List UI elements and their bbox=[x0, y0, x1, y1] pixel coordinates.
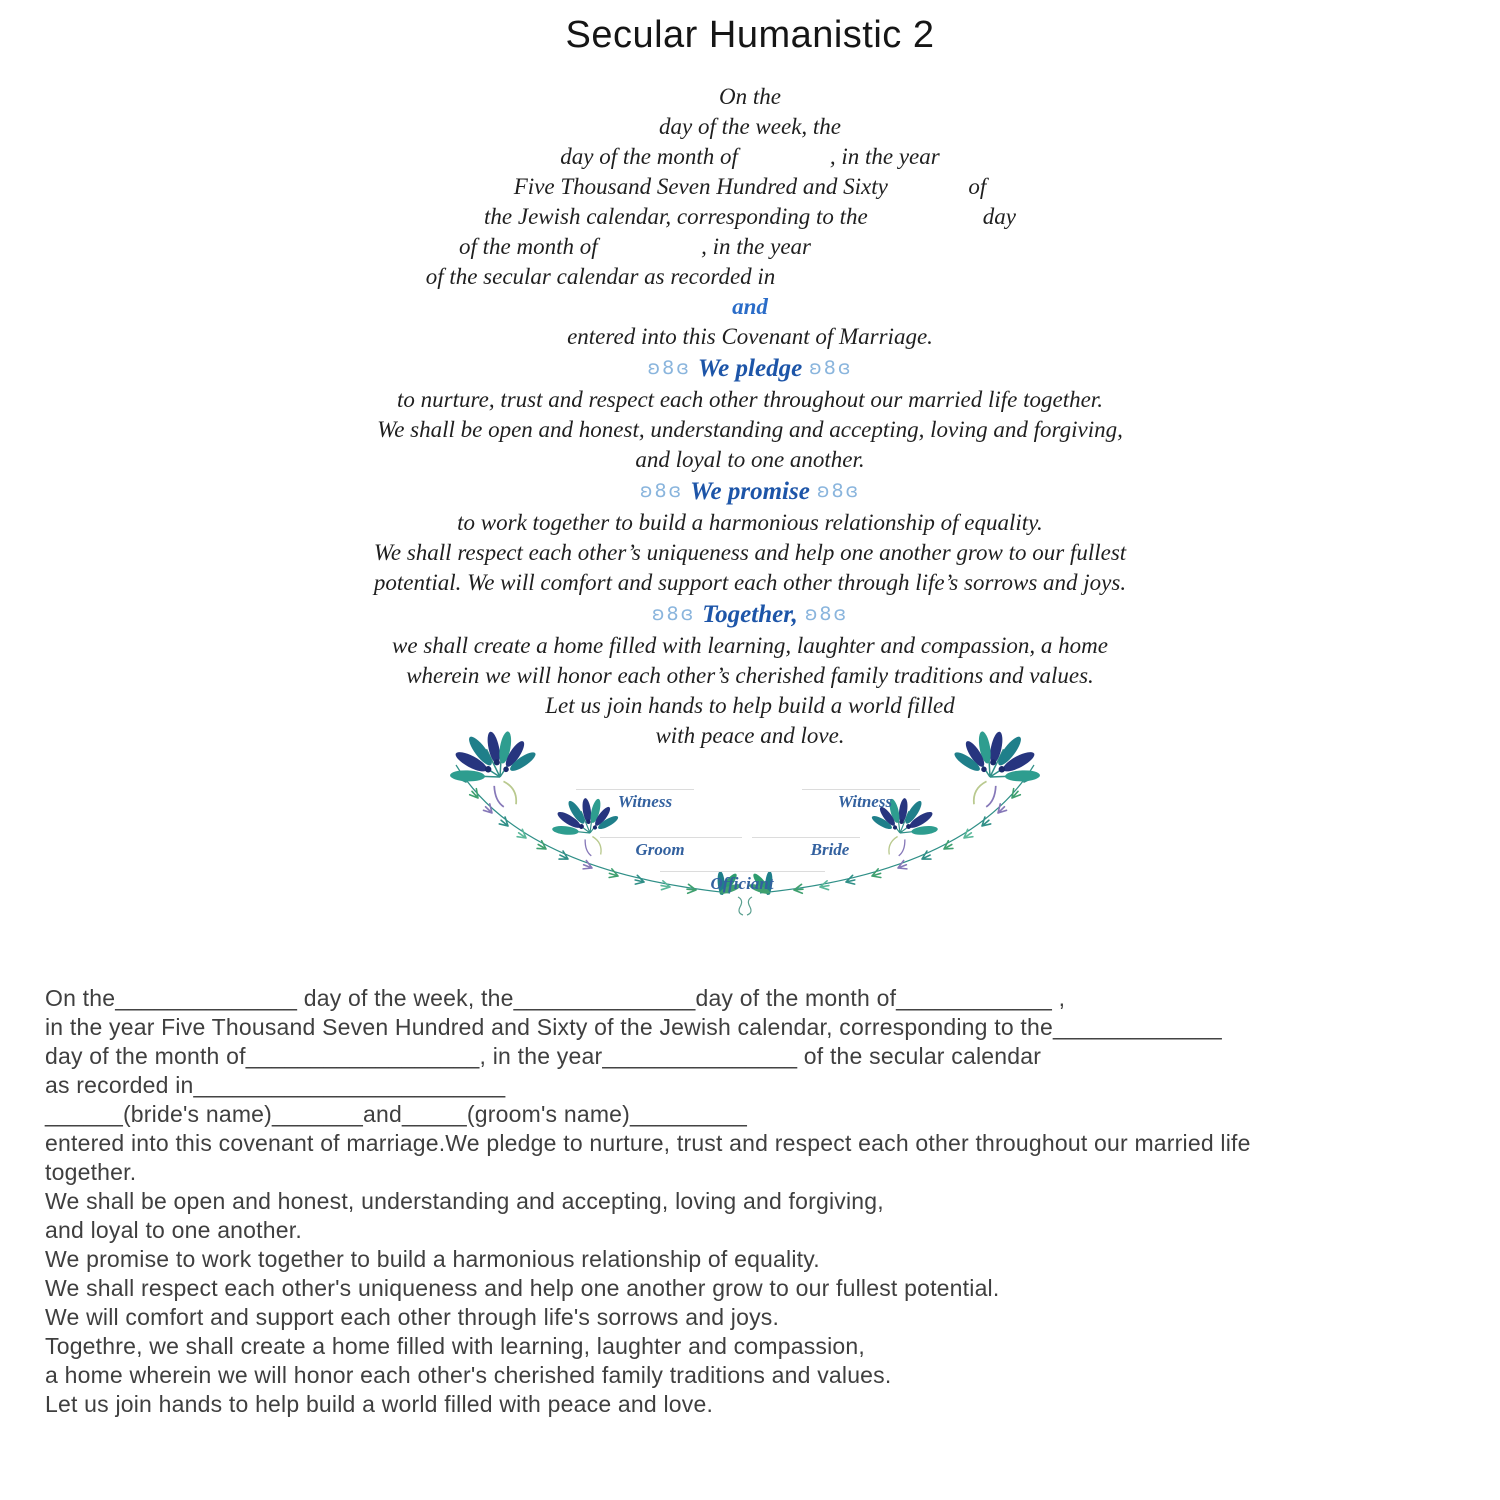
script-line: wherein we will honor each other’s cherished family traditions and values. bbox=[406, 663, 1094, 688]
pledge-heading bbox=[250, 352, 1250, 385]
script-line: to work together to build a harmonious relationship of equality. bbox=[457, 510, 1043, 535]
flourish-ornament-icon: ʚ8ɞ bbox=[639, 480, 684, 502]
plain-line: day of the month of__________________, in the year_______________ of the secular calendar bbox=[45, 1043, 1042, 1069]
plain-line: Let us join hands to help build a world filled with peace and love. bbox=[45, 1391, 714, 1417]
witness-left-label: Witness bbox=[617, 792, 673, 811]
script-line: We shall respect each other’s uniqueness and help one another grow to our fullest bbox=[373, 540, 1127, 565]
plain-line: entered into this covenant of marriage.We pledge to nurture, trust and respect each other throughout our married life bbox=[45, 1130, 1251, 1156]
groom-signature-line bbox=[600, 837, 742, 838]
script-line: of the secular calendar as recorded in bbox=[425, 264, 1075, 289]
officiant-signature-line bbox=[660, 871, 825, 872]
plain-line: We shall respect each other's uniqueness and help one another grow to our fullest potential. bbox=[45, 1275, 1000, 1301]
plain-line: in the year Five Thousand Seven Hundred and Sixty of the Jewish calendar, corresponding to the_____________ bbox=[45, 1014, 1222, 1040]
ceremonial-script-text bbox=[250, 82, 1250, 751]
script-line: day of the month of , in the year bbox=[560, 144, 940, 169]
page-title: Secular Humanistic 2 bbox=[565, 14, 935, 56]
plain-line: and loyal to one another. bbox=[45, 1217, 302, 1243]
bride-signature-line bbox=[752, 837, 860, 838]
script-line: Five Thousand Seven Hundred and Sixty of bbox=[513, 174, 987, 199]
script-line: to nurture, trust and respect each other throughout our married life together. bbox=[397, 387, 1103, 412]
plain-line: We will comfort and support each other through life's sorrows and joys. bbox=[45, 1304, 780, 1330]
together-heading-text: Together, bbox=[702, 601, 798, 628]
script-line: the Jewish calendar, corresponding to the day bbox=[484, 204, 1016, 229]
script-line: of the month of , in the year bbox=[459, 234, 1041, 259]
promise-heading bbox=[250, 475, 1250, 508]
plain-line: as recorded in________________________ bbox=[45, 1072, 506, 1098]
flourish-ornament-icon: ʚ8ɞ bbox=[804, 603, 849, 625]
flourish-ornament-icon: ʚ8ɞ bbox=[809, 357, 853, 379]
script-line: with peace and love. bbox=[655, 723, 845, 748]
flourish-ornament-icon: ʚ8ɞ bbox=[816, 480, 861, 502]
bride-label: Bride bbox=[810, 840, 850, 859]
script-line: Let us join hands to help build a world filled bbox=[545, 693, 955, 718]
covenant-line: entered into this Covenant of Marriage. bbox=[567, 324, 933, 349]
officiant-label: Officiant bbox=[710, 874, 774, 893]
plain-line: a home wherein we will honor each other's cherished family traditions and values. bbox=[45, 1362, 892, 1388]
plain-line: On the______________ day of the week, the______________day of the month of____________ , bbox=[45, 985, 1066, 1011]
plain-line: together. bbox=[45, 1159, 137, 1185]
script-line: potential. We will comfort and support each other through life’s sorrows and joys. bbox=[373, 570, 1127, 595]
flourish-ornament-icon: ʚ8ɞ bbox=[647, 357, 691, 379]
script-line: we shall create a home filled with learning, laughter and compassion, a home bbox=[392, 633, 1108, 658]
plain-fill-in-text bbox=[45, 984, 1475, 1419]
witness-left-signature-line bbox=[576, 789, 694, 790]
script-line: We shall be open and honest, understanding and accepting, loving and forgiving, bbox=[377, 417, 1123, 442]
promise-heading-text: We promise bbox=[690, 478, 810, 505]
flourish-ornament-icon: ʚ8ɞ bbox=[651, 603, 696, 625]
groom-label: Groom bbox=[635, 840, 685, 859]
plain-line: We shall be open and honest, understanding and accepting, loving and forgiving, bbox=[45, 1188, 884, 1214]
witness-right-signature-line bbox=[802, 789, 920, 790]
witness-right-label: Witness bbox=[837, 792, 893, 811]
plain-line: Togethre, we shall create a home filled with learning, laughter and compassion, bbox=[45, 1333, 865, 1359]
script-line: and loyal to one another. bbox=[635, 447, 865, 472]
together-heading bbox=[250, 598, 1250, 631]
script-line: day of the week, the bbox=[658, 114, 841, 139]
plain-line: We promise to work together to build a harmonious relationship of equality. bbox=[45, 1246, 820, 1272]
and-word: and bbox=[732, 294, 768, 319]
plain-line: ______(bride's name)_______and_____(groom's name)_________ bbox=[45, 1101, 747, 1127]
script-line: On the bbox=[719, 84, 781, 109]
pledge-heading-text: We pledge bbox=[697, 355, 803, 382]
